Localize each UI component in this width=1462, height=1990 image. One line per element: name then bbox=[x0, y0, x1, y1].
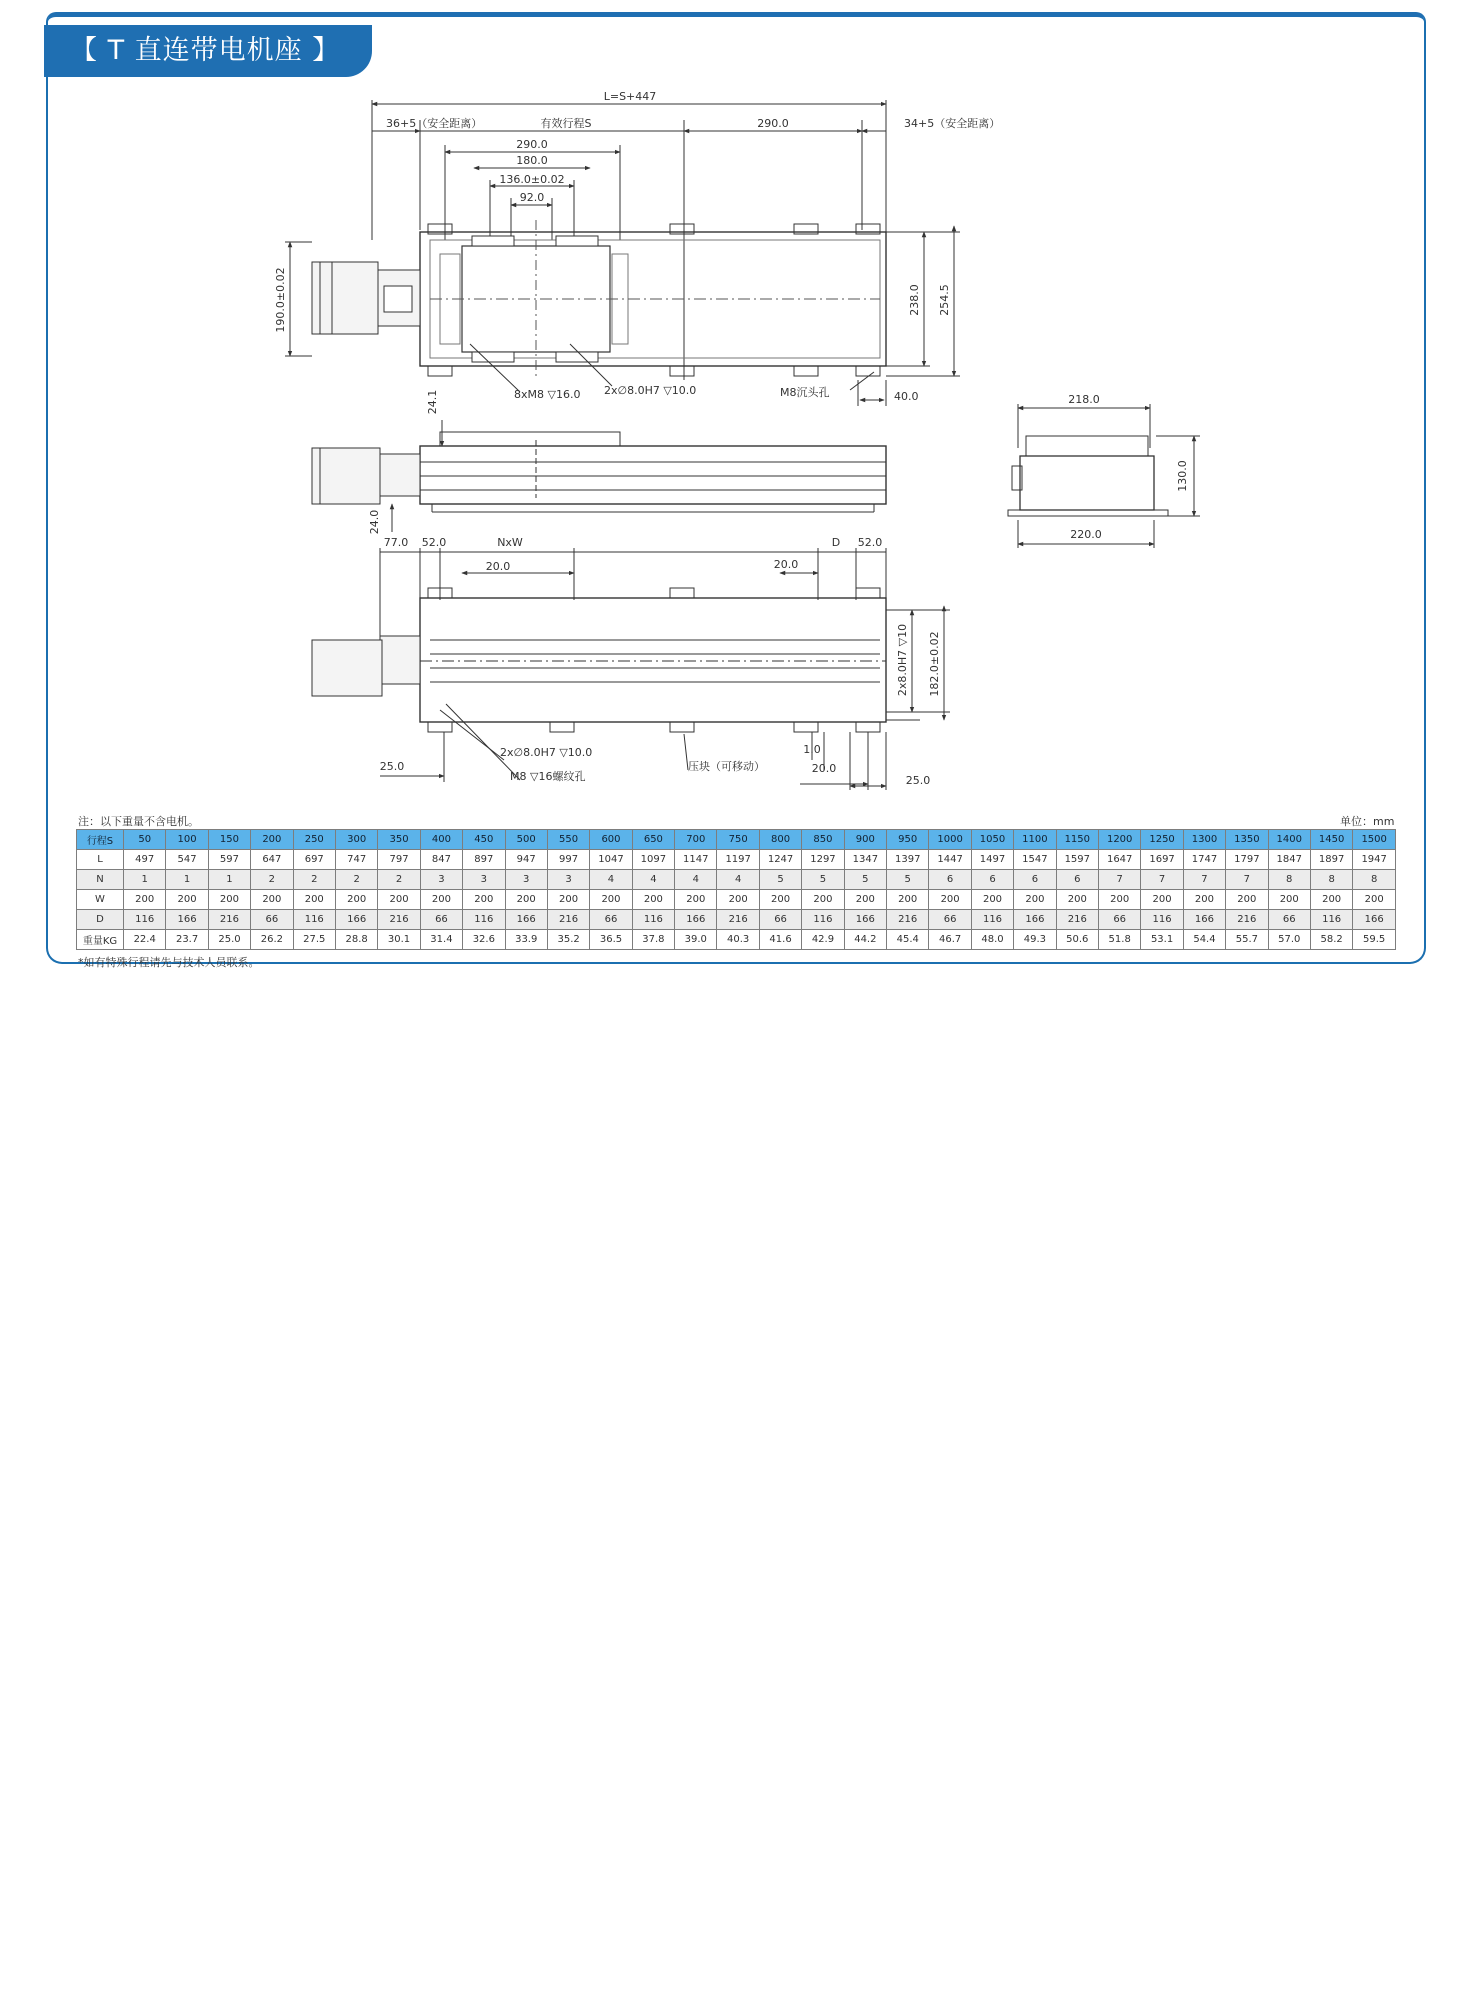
hole-8xm8-label: 8xM8 ▽16.0 bbox=[514, 388, 581, 401]
table-note: 注：以下重量不含电机。 bbox=[78, 815, 199, 828]
table-cell: 1397 bbox=[887, 850, 929, 870]
table-cell: 66 bbox=[420, 910, 462, 930]
dim-1: 1.0 bbox=[803, 743, 821, 756]
table-cell: 1147 bbox=[675, 850, 717, 870]
table-cell: 59.5 bbox=[1353, 930, 1396, 950]
table-cell: 2 bbox=[335, 870, 377, 890]
table-cell: 1797 bbox=[1226, 850, 1268, 870]
bottom-view bbox=[312, 548, 950, 790]
table-cell: 5 bbox=[887, 870, 929, 890]
dim-25-right: 25.0 bbox=[905, 774, 931, 787]
table-cell: 66 bbox=[929, 910, 971, 930]
table-cell: 216 bbox=[208, 910, 250, 930]
table-cell: 22.4 bbox=[124, 930, 166, 950]
dim-190: 190.0±0.02 bbox=[274, 267, 287, 333]
table-cell: 200 bbox=[1268, 890, 1310, 910]
table-cell: 216 bbox=[717, 910, 759, 930]
table-cell: 53.1 bbox=[1141, 930, 1183, 950]
table-row bbox=[77, 910, 1396, 930]
dim-182: 182.0±0.02 bbox=[928, 631, 941, 697]
hole-m8-counter-label: M8沉头孔 bbox=[780, 386, 830, 399]
table-cell: 200 bbox=[887, 890, 929, 910]
row-label: D bbox=[77, 910, 124, 930]
table-cell: 897 bbox=[463, 850, 505, 870]
table-cell: 1250 bbox=[1141, 830, 1183, 850]
table-cell: 116 bbox=[1141, 910, 1183, 930]
table-cell: 1347 bbox=[844, 850, 886, 870]
table-cell: 200 bbox=[1098, 890, 1140, 910]
table-cell: 216 bbox=[1226, 910, 1268, 930]
table-cell: 1947 bbox=[1353, 850, 1396, 870]
table-cell: 200 bbox=[166, 890, 208, 910]
table-cell: 116 bbox=[463, 910, 505, 930]
table-cell: 1847 bbox=[1268, 850, 1310, 870]
table-cell: 200 bbox=[971, 890, 1013, 910]
table-cell: 3 bbox=[547, 870, 589, 890]
dim-25-left: 25.0 bbox=[379, 760, 405, 773]
table-cell: 1447 bbox=[929, 850, 971, 870]
dim-290-top: 290.0 bbox=[516, 138, 548, 151]
table-cell: 8 bbox=[1353, 870, 1396, 890]
table-cell: 1500 bbox=[1353, 830, 1396, 850]
table-cell: 900 bbox=[844, 830, 886, 850]
table-cell: 7 bbox=[1098, 870, 1140, 890]
table-cell: 1 bbox=[124, 870, 166, 890]
table-cell: 250 bbox=[293, 830, 335, 850]
table-cell: 166 bbox=[1353, 910, 1396, 930]
table-cell: 350 bbox=[378, 830, 420, 850]
table-cell: 2 bbox=[293, 870, 335, 890]
dim-220: 220.0 bbox=[1070, 528, 1102, 541]
hole-2x8-side-label: 2x8.0H7 ▽10 bbox=[896, 623, 909, 697]
table-cell: 100 bbox=[166, 830, 208, 850]
table-cell: 166 bbox=[335, 910, 377, 930]
dim-218: 218.0 bbox=[1068, 393, 1100, 406]
table-cell: 116 bbox=[293, 910, 335, 930]
table-cell: 216 bbox=[1056, 910, 1098, 930]
table-cell: 166 bbox=[505, 910, 547, 930]
table-cell: 44.2 bbox=[844, 930, 886, 950]
table-cell: 31.4 bbox=[420, 930, 462, 950]
hole-m8-thread-label: M8 ▽16螺纹孔 bbox=[510, 770, 586, 783]
table-cell: 6 bbox=[929, 870, 971, 890]
table-cell: 23.7 bbox=[166, 930, 208, 950]
d-label: D bbox=[831, 536, 841, 549]
table-cell: 166 bbox=[844, 910, 886, 930]
table-cell: 50 bbox=[124, 830, 166, 850]
table-cell: 1097 bbox=[632, 850, 674, 870]
table-cell: 450 bbox=[463, 830, 505, 850]
table-cell: 36.5 bbox=[590, 930, 632, 950]
table-row bbox=[77, 830, 1396, 850]
dim-238: 238.0 bbox=[908, 284, 921, 316]
table-cell: 27.5 bbox=[293, 930, 335, 950]
table-cell: 200 bbox=[251, 890, 293, 910]
table-cell: 7 bbox=[1183, 870, 1225, 890]
table-cell: 200 bbox=[378, 890, 420, 910]
table-cell: 3 bbox=[420, 870, 462, 890]
table-cell: 200 bbox=[251, 830, 293, 850]
table-cell: 42.9 bbox=[802, 930, 844, 950]
table-cell: 700 bbox=[675, 830, 717, 850]
table-cell: 1297 bbox=[802, 850, 844, 870]
table-cell: 200 bbox=[844, 890, 886, 910]
table-cell: 750 bbox=[717, 830, 759, 850]
table-cell: 1047 bbox=[590, 850, 632, 870]
table-cell: 1897 bbox=[1310, 850, 1352, 870]
table-cell: 800 bbox=[759, 830, 801, 850]
dim-24-1: 24.1 bbox=[426, 389, 439, 415]
table-cell: 1050 bbox=[971, 830, 1013, 850]
table-cell: 54.4 bbox=[1183, 930, 1225, 950]
dim-290-right: 290.0 bbox=[757, 117, 789, 130]
table-cell: 1697 bbox=[1141, 850, 1183, 870]
table-cell: 216 bbox=[378, 910, 420, 930]
table-cell: 2 bbox=[378, 870, 420, 890]
table-row bbox=[77, 930, 1396, 950]
table-cell: 5 bbox=[844, 870, 886, 890]
table-cell: 48.0 bbox=[971, 930, 1013, 950]
table-cell: 947 bbox=[505, 850, 547, 870]
table-cell: 200 bbox=[208, 890, 250, 910]
table-cell: 797 bbox=[378, 850, 420, 870]
table-cell: 66 bbox=[1098, 910, 1140, 930]
table-cell: 200 bbox=[1056, 890, 1098, 910]
table-cell: 7 bbox=[1226, 870, 1268, 890]
table-cell: 3 bbox=[463, 870, 505, 890]
table-cell: 200 bbox=[505, 890, 547, 910]
row-label: W bbox=[77, 890, 124, 910]
table-cell: 32.6 bbox=[463, 930, 505, 950]
table-cell: 200 bbox=[335, 890, 377, 910]
table-cell: 116 bbox=[971, 910, 1013, 930]
table-cell: 1150 bbox=[1056, 830, 1098, 850]
table-cell: 200 bbox=[590, 890, 632, 910]
row-label: L bbox=[77, 850, 124, 870]
table-cell: 25.0 bbox=[208, 930, 250, 950]
table-cell: 6 bbox=[971, 870, 1013, 890]
table-cell: 300 bbox=[335, 830, 377, 850]
table-cell: 200 bbox=[463, 890, 505, 910]
table-cell: 6 bbox=[1014, 870, 1056, 890]
table-cell: 39.0 bbox=[675, 930, 717, 950]
table-cell: 7 bbox=[1141, 870, 1183, 890]
top-view bbox=[285, 100, 960, 406]
table-cell: 1350 bbox=[1226, 830, 1268, 850]
table-cell: 66 bbox=[1268, 910, 1310, 930]
table-cell: 216 bbox=[887, 910, 929, 930]
row-label: 行程S bbox=[77, 830, 124, 850]
row-label: 重量KG bbox=[77, 930, 124, 950]
dim-24: 24.0 bbox=[368, 509, 381, 535]
table-cell: 200 bbox=[717, 890, 759, 910]
dim-safe-right: 34+5（安全距离） bbox=[904, 117, 1001, 130]
section-title: 【 T 直连带电机座 】 bbox=[44, 25, 372, 77]
table-cell: 46.7 bbox=[929, 930, 971, 950]
table-cell: 1450 bbox=[1310, 830, 1352, 850]
dim-safe-left: 36+5（安全距离） bbox=[386, 117, 483, 130]
dim-52-left: 52.0 bbox=[421, 536, 447, 549]
table-cell: 166 bbox=[675, 910, 717, 930]
table-cell: 200 bbox=[293, 890, 335, 910]
table-cell: 50.6 bbox=[1056, 930, 1098, 950]
table-cell: 150 bbox=[208, 830, 250, 850]
table-cell: 997 bbox=[547, 850, 589, 870]
table-cell: 8 bbox=[1310, 870, 1352, 890]
table-cell: 26.2 bbox=[251, 930, 293, 950]
table-cell: 35.2 bbox=[547, 930, 589, 950]
table-cell: 400 bbox=[420, 830, 462, 850]
table-cell: 6 bbox=[1056, 870, 1098, 890]
dim-52-right: 52.0 bbox=[857, 536, 883, 549]
table-cell: 550 bbox=[547, 830, 589, 850]
table-cell: 51.8 bbox=[1098, 930, 1140, 950]
table-cell: 200 bbox=[1014, 890, 1056, 910]
table-cell: 33.9 bbox=[505, 930, 547, 950]
dim-20-left: 20.0 bbox=[485, 560, 511, 573]
dim-180: 180.0 bbox=[516, 154, 548, 167]
table-unit: 单位：mm bbox=[1340, 815, 1395, 828]
table-cell: 200 bbox=[675, 890, 717, 910]
table-cell: 1247 bbox=[759, 850, 801, 870]
table-cell: 200 bbox=[124, 890, 166, 910]
clamp-block-label: 压块（可移动） bbox=[688, 760, 765, 773]
table-cell: 847 bbox=[420, 850, 462, 870]
table-cell: 200 bbox=[420, 890, 462, 910]
table-cell: 200 bbox=[1310, 890, 1352, 910]
table-cell: 647 bbox=[251, 850, 293, 870]
table-cell: 4 bbox=[590, 870, 632, 890]
table-cell: 28.8 bbox=[335, 930, 377, 950]
hole-2x8-bottom-label: 2x∅8.0H7 ▽10.0 bbox=[500, 746, 593, 759]
dim-77: 77.0 bbox=[383, 536, 409, 549]
table-cell: 116 bbox=[802, 910, 844, 930]
table-cell: 500 bbox=[505, 830, 547, 850]
table-cell: 58.2 bbox=[1310, 930, 1352, 950]
dim-254: 254.5 bbox=[938, 284, 951, 316]
table-cell: 5 bbox=[759, 870, 801, 890]
table-cell: 166 bbox=[1183, 910, 1225, 930]
table-cell: 116 bbox=[1310, 910, 1352, 930]
table-cell: 1197 bbox=[717, 850, 759, 870]
table-cell: 30.1 bbox=[378, 930, 420, 950]
table-cell: 4 bbox=[632, 870, 674, 890]
table-cell: 1000 bbox=[929, 830, 971, 850]
front-view bbox=[312, 420, 886, 532]
table-cell: 1 bbox=[166, 870, 208, 890]
table-cell: 41.6 bbox=[759, 930, 801, 950]
dim-92: 92.0 bbox=[519, 191, 545, 204]
table-cell: 200 bbox=[929, 890, 971, 910]
table-cell: 57.0 bbox=[1268, 930, 1310, 950]
dim-20-right: 20.0 bbox=[773, 558, 799, 571]
table-cell: 45.4 bbox=[887, 930, 929, 950]
table-row bbox=[77, 870, 1396, 890]
table-cell: 200 bbox=[1183, 890, 1225, 910]
table-cell: 497 bbox=[124, 850, 166, 870]
dim-130: 130.0 bbox=[1176, 460, 1189, 492]
dim-40: 40.0 bbox=[894, 390, 919, 403]
dim-136: 136.0±0.02 bbox=[499, 173, 565, 186]
row-label: N bbox=[77, 870, 124, 890]
table-cell: 1400 bbox=[1268, 830, 1310, 850]
table-cell: 200 bbox=[759, 890, 801, 910]
table-cell: 116 bbox=[124, 910, 166, 930]
spec-table bbox=[76, 829, 1396, 950]
table-cell: 166 bbox=[166, 910, 208, 930]
table-cell: 200 bbox=[1141, 890, 1183, 910]
table-cell: 66 bbox=[251, 910, 293, 930]
table-cell: 1597 bbox=[1056, 850, 1098, 870]
table-cell: 597 bbox=[208, 850, 250, 870]
footnote: *如有特殊行程请先与技术人员联系。 bbox=[78, 956, 260, 969]
table-cell: 66 bbox=[759, 910, 801, 930]
technical-drawing bbox=[0, 0, 1462, 820]
table-cell: 1547 bbox=[1014, 850, 1056, 870]
table-cell: 200 bbox=[547, 890, 589, 910]
table-cell: 200 bbox=[632, 890, 674, 910]
table-cell: 2 bbox=[251, 870, 293, 890]
table-cell: 850 bbox=[802, 830, 844, 850]
table-cell: 55.7 bbox=[1226, 930, 1268, 950]
table-cell: 3 bbox=[505, 870, 547, 890]
table-cell: 200 bbox=[1353, 890, 1396, 910]
table-cell: 1100 bbox=[1014, 830, 1056, 850]
hole-2x8-label: 2x∅8.0H7 ▽10.0 bbox=[604, 384, 697, 397]
side-view bbox=[1008, 404, 1200, 548]
table-cell: 49.3 bbox=[1014, 930, 1056, 950]
table-row bbox=[77, 850, 1396, 870]
table-cell: 950 bbox=[887, 830, 929, 850]
table-cell: 1200 bbox=[1098, 830, 1140, 850]
table-cell: 4 bbox=[675, 870, 717, 890]
table-cell: 216 bbox=[547, 910, 589, 930]
dim-effective-stroke: 有效行程S bbox=[540, 117, 592, 130]
table-cell: 40.3 bbox=[717, 930, 759, 950]
table-cell: 747 bbox=[335, 850, 377, 870]
table-cell: 1647 bbox=[1098, 850, 1140, 870]
table-cell: 166 bbox=[1014, 910, 1056, 930]
dim-total-length: L=S+447 bbox=[603, 90, 657, 103]
table-cell: 200 bbox=[1226, 890, 1268, 910]
dim-20-bottom: 20.0 bbox=[811, 762, 837, 775]
table-cell: 200 bbox=[802, 890, 844, 910]
table-cell: 547 bbox=[166, 850, 208, 870]
table-cell: 1497 bbox=[971, 850, 1013, 870]
table-cell: 697 bbox=[293, 850, 335, 870]
table-cell: 600 bbox=[590, 830, 632, 850]
table-cell: 4 bbox=[717, 870, 759, 890]
table-cell: 66 bbox=[590, 910, 632, 930]
table-cell: 5 bbox=[802, 870, 844, 890]
table-cell: 1747 bbox=[1183, 850, 1225, 870]
table-cell: 650 bbox=[632, 830, 674, 850]
nxw-label: NxW bbox=[497, 536, 523, 549]
table-cell: 1 bbox=[208, 870, 250, 890]
table-cell: 37.8 bbox=[632, 930, 674, 950]
table-cell: 8 bbox=[1268, 870, 1310, 890]
table-row bbox=[77, 890, 1396, 910]
table-cell: 116 bbox=[632, 910, 674, 930]
table-cell: 1300 bbox=[1183, 830, 1225, 850]
